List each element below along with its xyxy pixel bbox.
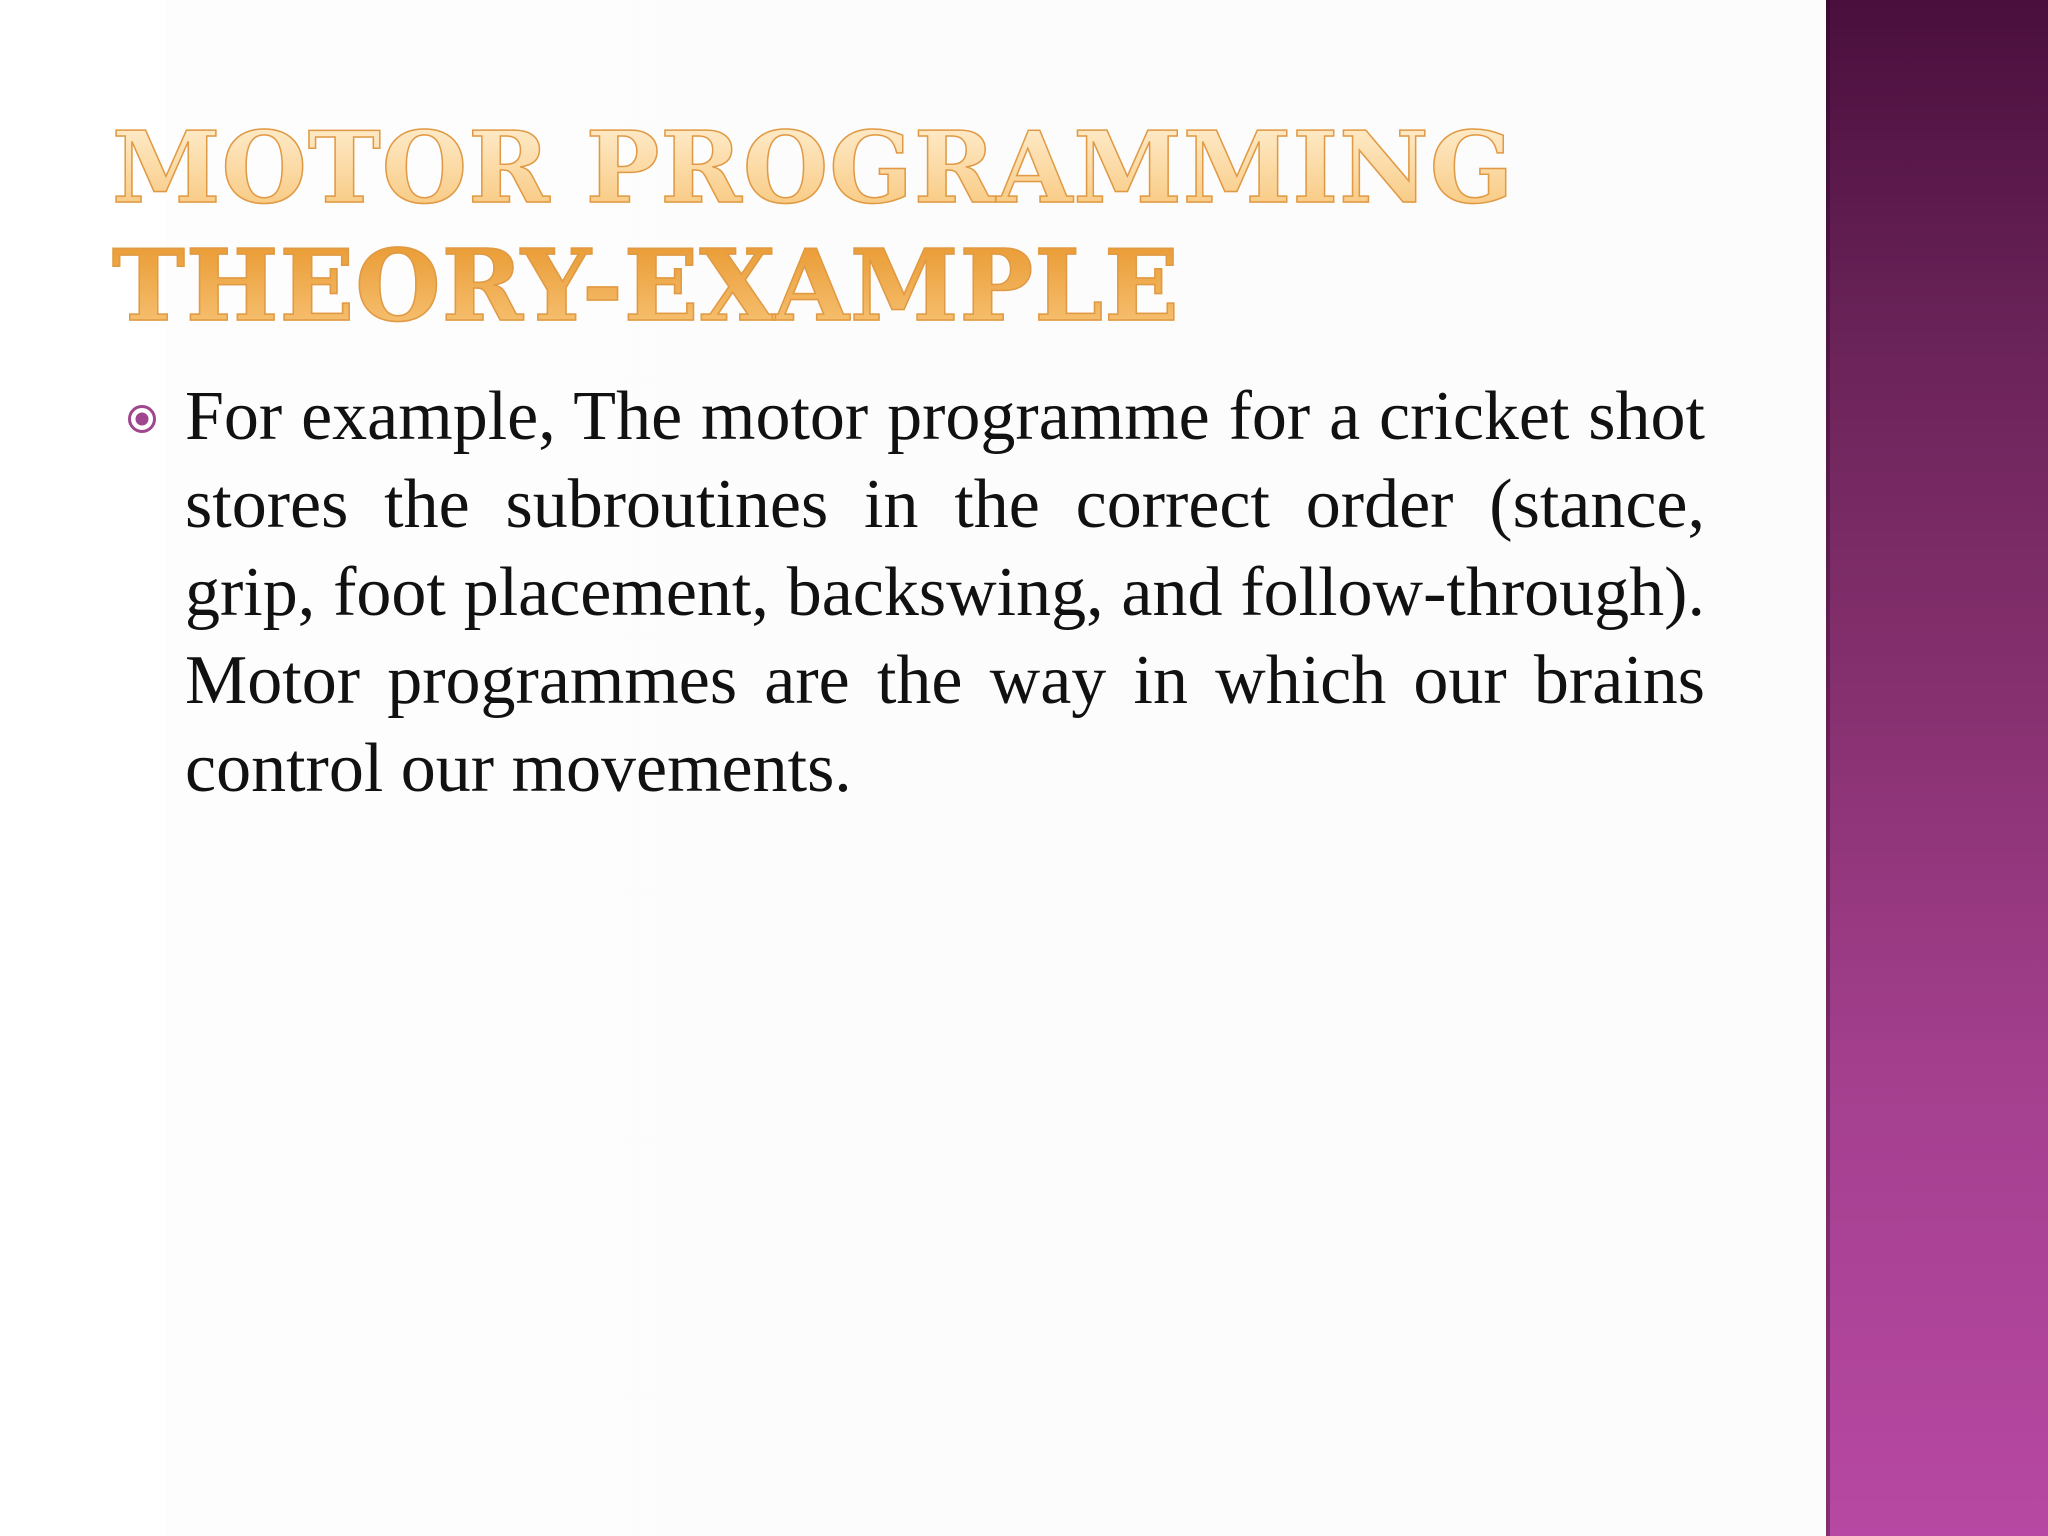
accent-side-bar-edge (1826, 0, 1830, 1536)
slide-title (112, 110, 1712, 346)
slide-title-line-1: MOTOR PROGRAMMING (112, 111, 1515, 226)
circle-target-bullet-icon (127, 404, 157, 434)
bullet-text: For example, The motor programme for a cricket shot stores the subroutines in the correct order (stance, grip, foot placement, backswing, and follow-through). Motor programmes are the way in which our brains control our movements. (185, 378, 1705, 807)
slide-title-line-2: THEORY-EXAMPLE (112, 229, 1180, 344)
accent-side-bar (1826, 0, 2048, 1536)
